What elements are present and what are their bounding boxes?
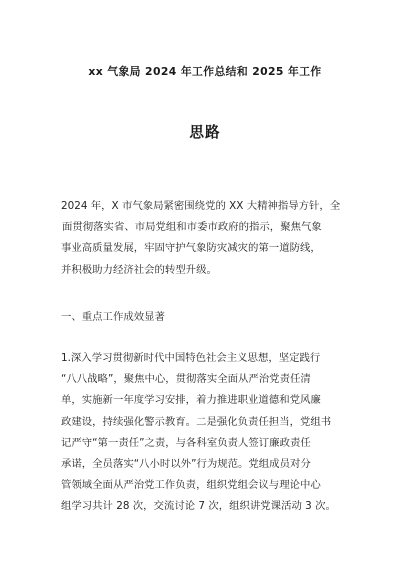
document-title-continued: 思路 — [189, 124, 221, 141]
document-title: xx 气象局 2024 年工作总结和 2025 年工作 — [88, 65, 322, 78]
intro-paragraph — [61, 196, 353, 281]
item-line: 组学习共计 28 次，交流讨论 7 次，组织讲党课活动 3 次。 — [61, 500, 336, 513]
item-line: 政建设，持续强化警示教育。二是强化负责任担当，党组书 — [61, 415, 332, 428]
item-line: “八八战略”，聚焦中心，贯彻落实全面从严治党责任清 — [61, 373, 311, 386]
section-heading: 一、重点工作成效显著 — [61, 311, 165, 323]
intro-line: 事业高质量发展，牢固守护气象防灾减灾的第一道防线， — [61, 242, 321, 255]
item-1-paragraph — [61, 348, 353, 518]
intro-line: 面贯彻落实省、市局党组和市委市政府的指示，聚焦气象 — [62, 221, 322, 234]
item-line: 管领域全面从严治党工作负责，组织党组会议与理论中心 — [61, 479, 321, 492]
intro-line: 2024 年，X 市气象局紧密围绕党的 XX 大精神指导方针，全 — [61, 200, 341, 212]
item-line: 单，实施新一年度学习安排，着力推进职业道德和党风廉 — [61, 394, 321, 407]
item-line: 承诺，全员落实“八小时以外”行为规范。党组成员对分 — [61, 457, 311, 470]
item-line: 记严守“第一责任”之责，与各科室负责人签订廉政责任 — [61, 436, 311, 449]
intro-line: 并积极助力经济社会的转型升级。 — [61, 263, 217, 276]
item-line: 1.深入学习贯彻新时代中国特色社会主义思想，坚定践行 — [61, 352, 321, 364]
